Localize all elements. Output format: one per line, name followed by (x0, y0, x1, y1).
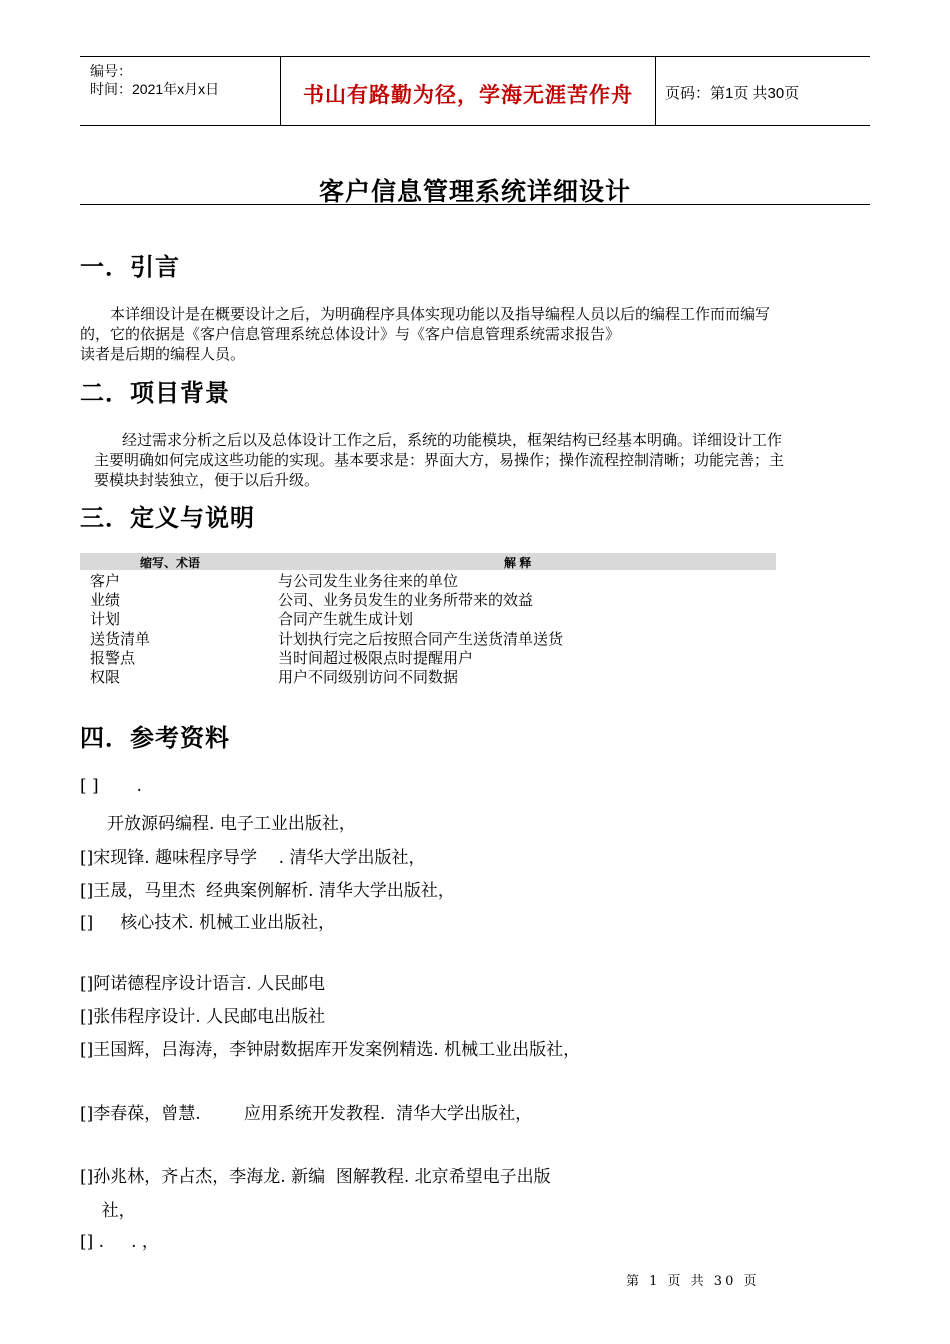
reference-item: 社， (80, 1201, 136, 1221)
background-line: 经过需求分析之后以及总体设计工作之后，系统的功能模块，框架结构已经基本明确。详细设计工作 (122, 431, 783, 449)
description-cell: 计划执行完之后按照合同产生送货清单送货 (278, 629, 564, 648)
description-cell: 合同产生就生成计划 (278, 610, 414, 629)
motto: 书山有路勤为径，学海无涯苦作舟 (303, 82, 633, 107)
background-line: 主要明确如何完成这些功能的实现。基本要求是：界面大方，易操作；操作流程控制清晰；功能完善；主 (94, 451, 785, 469)
introduction-line: 的，它的依据是《客户信息管理系统总体设计》与《客户信息管理系统需求报告》 (80, 325, 621, 343)
table-row (80, 647, 776, 666)
term-cell: 送货清单 (90, 629, 151, 648)
reference-item: []王晟，马里杰 经典案例解析. 清华大学出版社， (80, 881, 455, 901)
background-line: 要模块封装独立，便于以后升级。 (94, 471, 320, 489)
term-cell: 计划 (90, 610, 121, 629)
reference-item: []阿诺德程序设计语言. 人民邮电 (80, 974, 326, 994)
reference-item: []宋现锋. 趣味程序导学 . 清华大学出版社， (80, 848, 426, 868)
term-cell: 业绩 (90, 591, 121, 610)
introduction-readers: 读者是后期的编程人员。 (80, 345, 246, 363)
definitions-table (80, 553, 776, 685)
background-text (94, 430, 870, 490)
reference-item: [ ] . (80, 776, 142, 796)
reference-item: []张伟程序设计. 人民邮电出版社 (80, 1007, 326, 1027)
introduction-line: 本详细设计是在概要设计之后，为明确程序具体实现功能以及指导编程人员以后的编程工作而而编写 (110, 305, 771, 323)
header-page-cell (655, 57, 870, 125)
table-row (80, 570, 776, 589)
page-footer: 第 1 页 共 30 页 (626, 1274, 760, 1289)
term-cell: 客户 (90, 572, 121, 590)
reference-item: []王国辉，吕海涛，李钟尉数据库开发案例精选. 机械工业出版社， (80, 1040, 581, 1060)
reference-item: [] . . ， (80, 1232, 159, 1252)
page-header (80, 56, 870, 126)
introduction-text (80, 304, 870, 364)
title-divider (80, 204, 870, 205)
section-heading-background: 二．项目背景 (80, 380, 230, 407)
reference-item: []李春葆，曾慧. 应用系统开发教程. 清华大学出版社， (80, 1104, 533, 1124)
table-row (80, 589, 776, 608)
section-heading-introduction: 一．引言 (80, 254, 180, 281)
page-code: 页码：第1页 共30页 (665, 85, 800, 102)
term-cell: 权限 (90, 667, 121, 686)
description-cell: 公司、业务员发生的业务所带来的效益 (278, 591, 534, 610)
description-cell: 用户不同级别访问不同数据 (278, 667, 459, 686)
table-row (80, 628, 776, 647)
reference-item: []孙兆林，齐占杰，李海龙. 新编 图解教程. 北京希望电子出版 (80, 1167, 551, 1187)
section-heading-references: 四．参考资料 (80, 725, 230, 752)
time-label: 时间：2021年x月x日 (90, 81, 220, 97)
description-cell: 与公司发生业务往来的单位 (278, 572, 459, 590)
description-cell: 当时间超过极限点时提醒用户 (278, 648, 474, 667)
table-row (80, 666, 776, 685)
table-header (80, 553, 776, 570)
term-cell: 报警点 (90, 648, 136, 667)
column-header-term: 缩写、术语 (140, 556, 201, 570)
header-motto-cell (280, 57, 656, 125)
document-title: 客户信息管理系统详细设计 (318, 178, 631, 206)
number-label: 编号： (90, 63, 132, 79)
table-row (80, 608, 776, 627)
section-heading-definitions: 三．定义与说明 (80, 505, 255, 532)
header-meta-cell (80, 57, 280, 125)
column-header-description: 解 释 (504, 556, 532, 570)
reference-item: [] 核心技术. 机械工业出版社， (80, 913, 336, 933)
reference-item: 开放源码编程. 电子工业出版社， (80, 814, 356, 834)
